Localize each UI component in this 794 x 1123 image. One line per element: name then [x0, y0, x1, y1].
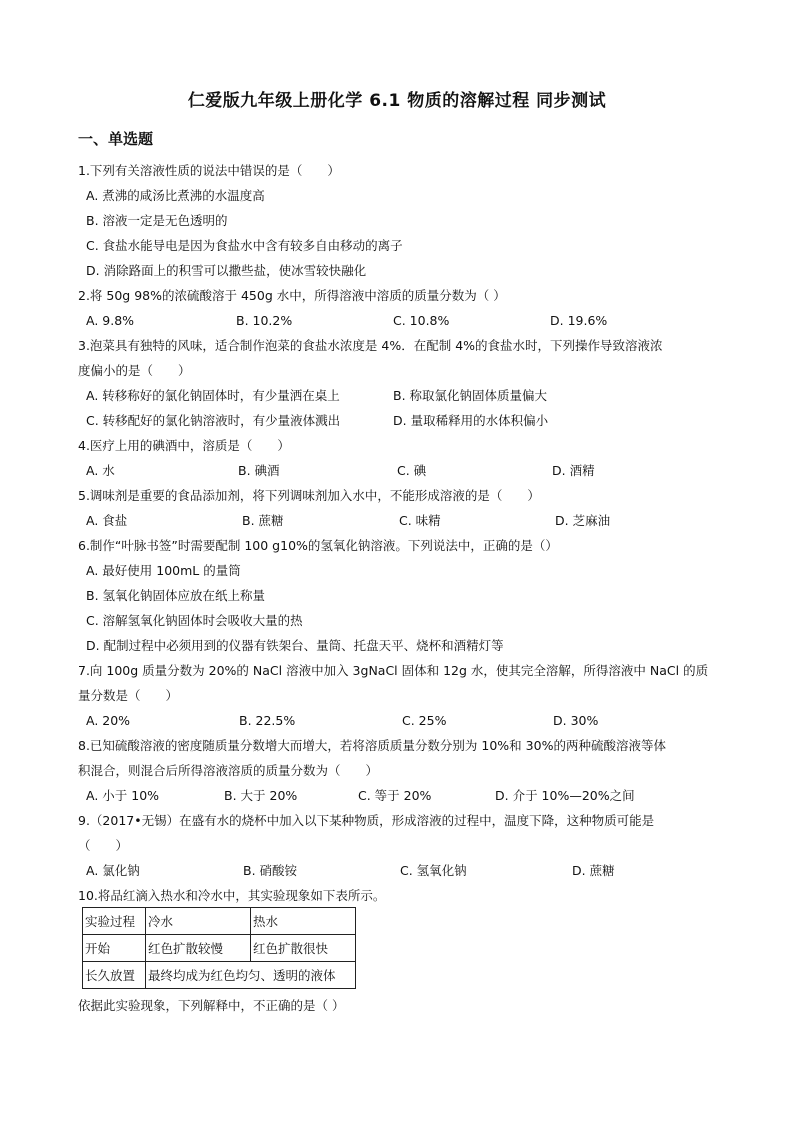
question-6-option-a[interactable]: A. 最好使用 100mL 的量筒	[86, 563, 241, 578]
question-8-option-c[interactable]: C. 等于 20%	[358, 788, 432, 803]
question-8-option-b[interactable]: B. 大于 20%	[224, 788, 298, 803]
question-7-option-c[interactable]: C. 25%	[402, 713, 447, 728]
question-3-option-b[interactable]: B. 称取氯化钠固体质量偏大	[393, 388, 548, 403]
question-2-option-d[interactable]: D. 19.6%	[550, 313, 608, 328]
question-8-stem-line-2: 积混合，则混合后所得溶液溶质的质量分数为（ ）	[78, 763, 379, 778]
question-2-option-a[interactable]: A. 9.8%	[86, 313, 135, 328]
question-7-stem-line-2: 量分数是（ ）	[78, 688, 179, 703]
question-4-stem: 4.医疗上用的碘酒中，溶质是（ ）	[78, 438, 290, 453]
question-10-stem: 10.将品红滴入热水和冷水中，其实验现象如下表所示。	[78, 888, 386, 903]
question-6-stem: 6.制作“叶脉书签”时需要配制 100 g10%的氢氧化钠溶液。下列说法中，正确的是（）	[78, 538, 558, 553]
question-2-stem: 2.将 50g 98%的浓硫酸溶于 450g 水中，所得溶液中溶质的质量分数为（ ）	[78, 288, 506, 303]
table-cell: 最终均成为红色均匀、透明的液体	[146, 962, 356, 989]
question-9-option-b[interactable]: B. 硝酸铵	[243, 863, 298, 878]
table-cell: 开始	[83, 935, 146, 962]
question-1-option-b[interactable]: B. 溶液一定是无色透明的	[86, 213, 228, 228]
question-2-option-c[interactable]: C. 10.8%	[393, 313, 450, 328]
question-2-options	[86, 308, 706, 333]
question-7-option-b[interactable]: B. 22.5%	[239, 713, 296, 728]
table-cell: 红色扩散较慢	[146, 935, 251, 962]
document-title: 仁爱版九年级上册化学 6.1 物质的溶解过程 同步测试	[187, 91, 607, 111]
question-4-option-a[interactable]: A. 水	[86, 463, 115, 478]
question-9-stem-line-1: 9.（2017•无锡）在盛有水的烧杯中加入以下某种物质，形成溶液的过程中，温度下降，这种物质可能是	[78, 813, 655, 828]
question-9-option-d[interactable]: D. 蔗糖	[572, 863, 615, 878]
question-7-options	[86, 708, 706, 733]
question-7-stem-line-1: 7.向 100g 质量分数为 20%的 NaCl 溶液中加入 3gNaCl 固体和 12g 水，使其完全溶解，所得溶液中 NaCl 的质	[78, 663, 709, 678]
question-10-followup: 依据此实验现象，下列解释中，不正确的是（ ）	[78, 998, 345, 1013]
question-6-option-d[interactable]: D. 配制过程中必须用到的仪器有铁架台、量筒、托盘天平、烧杯和酒精灯等	[86, 638, 504, 653]
question-1-option-d[interactable]: D. 消除路面上的积雪可以撒些盐，使冰雪较快融化	[86, 263, 367, 278]
question-9-option-c[interactable]: C. 氢氧化钠	[400, 863, 467, 878]
question-7-option-a[interactable]: A. 20%	[86, 713, 131, 728]
table-header-cell: 热水	[251, 908, 356, 935]
question-6-option-b[interactable]: B. 氢氧化钠固体应放在纸上称量	[86, 588, 266, 603]
table-cell: 红色扩散很快	[251, 935, 356, 962]
question-5-option-a[interactable]: A. 食盐	[86, 513, 128, 528]
question-4-option-d[interactable]: D. 酒精	[552, 463, 595, 478]
question-7-option-d[interactable]: D. 30%	[553, 713, 599, 728]
question-3-stem-line-1: 3.泡菜具有独特的风味，适合制作泡菜的食盐水浓度是 4%．在配制 4%的食盐水时，下列操作导致溶液浓	[78, 338, 663, 353]
question-9-stem-line-2: （ ）	[78, 838, 129, 853]
question-6-option-c[interactable]: C. 溶解氢氧化钠固体时会吸收大量的热	[86, 613, 303, 628]
question-5-option-b[interactable]: B. 蔗糖	[242, 513, 284, 528]
table-row	[83, 935, 356, 962]
question-3-stem-line-2: 度偏小的是（ ）	[78, 363, 191, 378]
question-3-option-a[interactable]: A. 转移称好的氯化钠固体时，有少量洒在桌上	[86, 388, 340, 403]
question-4-options	[86, 458, 706, 483]
question-8-option-a[interactable]: A. 小于 10%	[86, 788, 160, 803]
question-4-option-b[interactable]: B. 碘酒	[238, 463, 280, 478]
table-header-row	[83, 908, 356, 935]
question-1-stem: 1.下列有关溶液性质的说法中错误的是（ ）	[78, 163, 340, 178]
question-8-option-d[interactable]: D. 介于 10%—20%之间	[495, 788, 635, 803]
question-8-stem-line-1: 8.已知硫酸溶液的密度随质量分数增大而增大，若将溶质质量分数分别为 10%和 30%的两种硫酸溶液等体	[78, 738, 666, 753]
question-5-options	[86, 508, 706, 533]
question-1-option-c[interactable]: C. 食盐水能导电是因为食盐水中含有较多自由移动的离子	[86, 238, 403, 253]
table-header-cell: 冷水	[146, 908, 251, 935]
question-2-option-b[interactable]: B. 10.2%	[236, 313, 293, 328]
question-9-option-a[interactable]: A. 氯化钠	[86, 863, 140, 878]
experiment-table	[82, 907, 356, 989]
table-header-cell: 实验过程	[83, 908, 146, 935]
question-3-options-row-2	[86, 408, 706, 433]
question-3-options-row-1	[86, 383, 706, 408]
section-heading: 一、单选题	[78, 130, 154, 148]
question-9-options	[86, 858, 706, 883]
question-8-options	[86, 783, 706, 808]
question-5-stem: 5.调味剂是重要的食品添加剂，将下列调味剂加入水中，不能形成溶液的是（ ）	[78, 488, 540, 503]
table-cell: 长久放置	[83, 962, 146, 989]
question-5-option-c[interactable]: C. 味精	[399, 513, 441, 528]
question-1-option-a[interactable]: A. 煮沸的咸汤比煮沸的水温度高	[86, 188, 265, 203]
table-row	[83, 962, 356, 989]
question-4-option-c[interactable]: C. 碘	[397, 463, 427, 478]
question-3-option-c[interactable]: C. 转移配好的氯化钠溶液时，有少量液体溅出	[86, 413, 341, 428]
question-5-option-d[interactable]: D. 芝麻油	[555, 513, 611, 528]
question-3-option-d[interactable]: D. 量取稀释用的水体积偏小	[393, 413, 549, 428]
